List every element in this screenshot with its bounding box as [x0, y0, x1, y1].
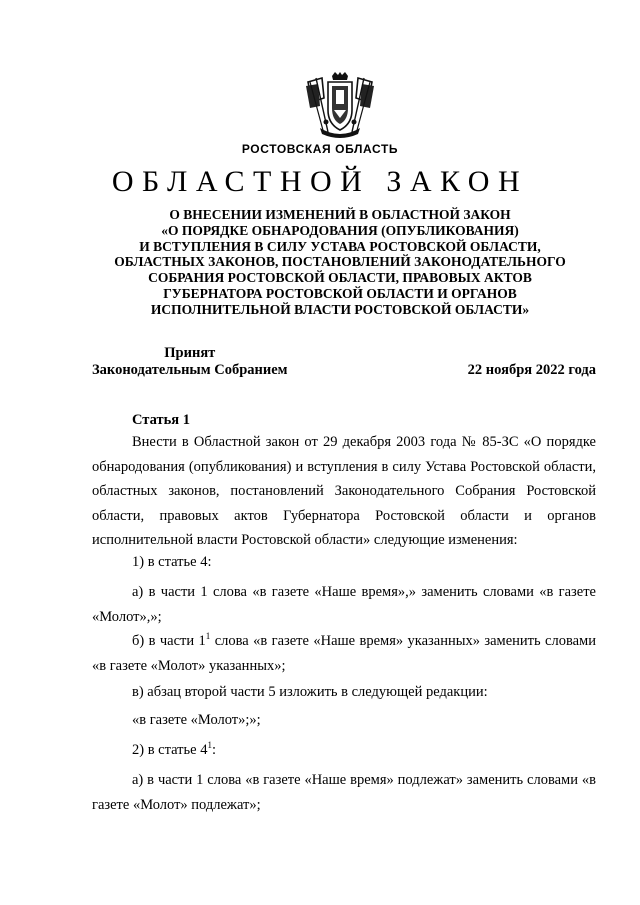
item-2-pre: 2) в статье 4 — [132, 742, 208, 758]
region-name: РОСТОВСКАЯ ОБЛАСТЬ — [241, 142, 399, 156]
item-1b-post: слова «в газете «Наше время» указанных» заменить словами «в газете «Молот» указанных»; — [92, 633, 596, 674]
item-1b — [92, 629, 596, 678]
article-intro: Внести в Областной закон от 29 декабря 2003 года № 85-ЗС «О порядке обнародования (опубликования) и вступления в силу Устава Ростовской области, областных законов, постановлений Законодательного Собрания Ростовской области, правовых актов Губернатора Ростовской области и органов исполнительной власти Ростовской области» следующие изменения: — [92, 434, 596, 548]
law-title-line: СОБРАНИЯ РОСТОВСКОЙ ОБЛАСТИ, ПРАВОВЫХ АКТОВ — [148, 270, 532, 286]
item-1: 1) в статье 4: — [132, 554, 212, 570]
rostov-oblast-coat-of-arms-icon — [302, 72, 378, 140]
item-2 — [92, 738, 596, 763]
adoption-date: 22 ноября 2022 года — [467, 362, 596, 378]
document-type: ОБЛАСТНОЙ ЗАКОН — [111, 165, 529, 198]
item-1b-pre: б) в части 1 — [132, 633, 206, 649]
law-title-line: ГУБЕРНАТОРА РОСТОВСКОЙ ОБЛАСТИ И ОРГАНОВ — [163, 285, 517, 301]
item-1c: в) абзац второй части 5 изложить в следующей редакции: — [132, 684, 488, 700]
adoption-line1: Принят — [164, 345, 216, 361]
item-2-post: : — [211, 742, 216, 758]
item-1b-sup: 1 — [205, 631, 211, 642]
adoption-body — [92, 345, 288, 379]
law-title-line: О ВНЕСЕНИИ ИЗМЕНЕНИЙ В ОБЛАСТНОЙ ЗАКОН — [169, 207, 511, 222]
item-2a: а) в части 1 слова «в газете «Наше время» подлежат» заменить словами «в газете «Молот» подлежат»; — [92, 772, 596, 813]
law-title-line: «О ПОРЯДКЕ ОБНАРОДОВАНИЯ (ОПУБЛИКОВАНИЯ) — [161, 222, 519, 238]
adoption-line2: Законодательным Собранием — [92, 362, 288, 378]
item-1a: а) в части 1 слова «в газете «Наше время»,» заменить словами «в газете «Молот»,»; — [92, 584, 596, 625]
law-title — [100, 207, 580, 318]
item-1c-quote: «в газете «Молот»;»; — [132, 712, 261, 728]
law-title-line: ИСПОЛНИТЕЛЬНОЙ ВЛАСТИ РОСТОВСКОЙ ОБЛАСТИ» — [150, 301, 530, 317]
article-heading: Статья 1 — [132, 412, 190, 428]
law-title-line: ОБЛАСТНЫХ ЗАКОНОВ, ПОСТАНОВЛЕНИЙ ЗАКОНОДАТЕЛЬНОГО — [114, 254, 566, 270]
law-title-line: И ВСТУПЛЕНИЯ В СИЛУ УСТАВА РОСТОВСКОЙ ОБЛАСТИ, — [139, 238, 541, 254]
item-2-sup: 1 — [207, 740, 212, 751]
